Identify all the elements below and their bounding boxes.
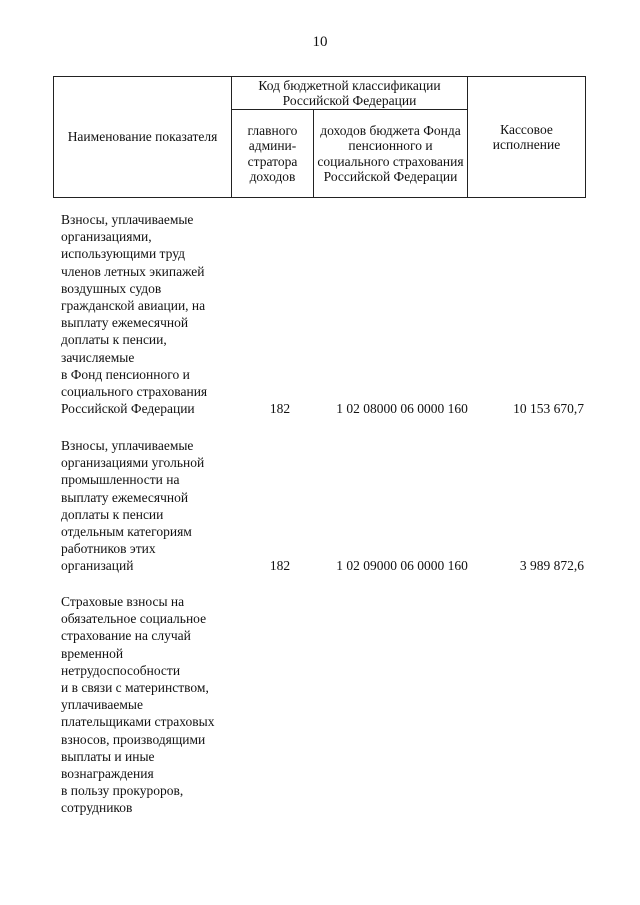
row-2-revenue-code: 1 02 09000 06 0000 160: [336, 558, 468, 573]
table-header: [53, 76, 586, 198]
header-indicator: Наименование показателя: [54, 77, 232, 198]
header-code-group: Код бюджетной классификации Российской Федерации: [232, 77, 468, 110]
row-1-admin-code: 182: [269, 401, 291, 416]
row-1-revenue-code: 1 02 08000 06 0000 160: [336, 401, 468, 416]
row-2-admin-code: 182: [269, 558, 291, 573]
row-1-name: Взносы, уплачиваемые организациями, использующими труд членов летных экипажей воздушных судов гражданской авиации, на выплату ежемесячной доплаты к пенсии, зачисляемые в Фонд пенсионного и социального страхования Российской Федерации: [61, 212, 208, 417]
header-revenue: доходов бюджета Фонда пенсионного и социального страхования Российской Федерации: [314, 110, 468, 198]
row-2-amount: 3 989 872,6: [519, 558, 584, 573]
row-1-amount: 10 153 670,7: [513, 401, 584, 416]
row-3-name: Страховые взносы на обязательное социальное страхование на случай временной нетрудоспособности и в связи с материнством, уплачиваемые плательщиками страховых взносов, производящими выплаты и иные вознаграждения в пользу прокуроров, сотрудников: [61, 594, 215, 816]
page-number: 10: [312, 34, 328, 50]
header-admin: главного админи-стратора доходов: [232, 110, 314, 198]
header-execution: Кассовое исполнение: [468, 77, 586, 198]
row-2-name: Взносы, уплачиваемые организациями угольной промышленности на выплату ежемесячной доплаты к пенсии отдельным категориям работников этих организаций: [61, 438, 205, 574]
